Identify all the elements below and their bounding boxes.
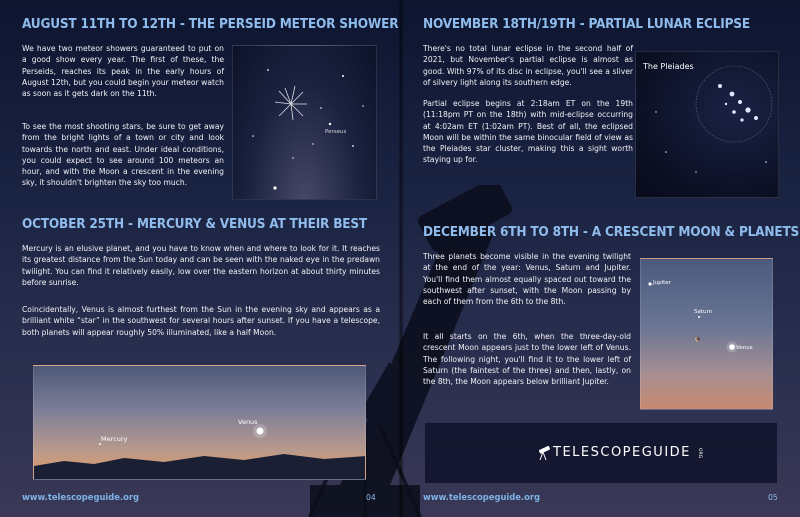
mercury-label: Mercury [101, 435, 128, 443]
left-page-number: 04 [366, 493, 376, 502]
right-footer-url[interactable]: www.telescopeguide.org [423, 492, 541, 502]
logo-suffix: ORG [697, 448, 702, 459]
logo-wordmark: TELESCOPEGUIDE [553, 445, 691, 460]
pleiades-label: The Pleiades [643, 62, 694, 71]
moon-planets-image [640, 258, 773, 410]
right-page-number: 05 [768, 493, 778, 502]
perseus-label: Perseus [325, 129, 347, 135]
jupiter-label: Jupiter [653, 280, 671, 286]
crescent-moon-heading: DECEMBER 6TH TO 8TH - A CRESCENT MOON & PLANETS [423, 224, 800, 240]
left-page [0, 0, 398, 517]
lunar-eclipse-paragraph-1: There's no total lunar eclipse in the second half of 2021, but November's partial eclipse is almost as good. With 97% of its disc in eclipse, you'll see a sliver of silvery light along its southern edge. [423, 44, 633, 87]
meteor-burst-graphic [233, 46, 377, 200]
left-footer-url[interactable]: www.telescopeguide.org [22, 492, 140, 502]
perseid-heading: AUGUST 11TH TO 12TH - THE PERSEID METEOR SHOWER [22, 16, 399, 32]
perseid-paragraph-1: We have two meteor showers guaranteed to put on a good show every year. The first of these, the Perseids, reaches its peak in the early hours of August 12th, but you could begin your meteor watch as soon as it gets dark on the 11th. [22, 44, 224, 99]
mercury-venus-paragraph-1: Mercury is an elusive planet, and you have to know when and where to look for it. It reaches its greatest distance from the Sun today and can be seen with the naked eye in the predawn twilight. You can find it relatively easily, low over the eastern horizon at about thirty minutes before sunrise. [22, 244, 380, 287]
crescent-moon-paragraph-1: Three planets become visible in the evening twilight at the end of the year: Venus, Saturn and Jupiter. You'll find them almost equally spaced out toward the southwest after sunset, with the Moon passing by each of them from the 6th to the 8th. [423, 252, 631, 307]
mercury-venus-image [33, 365, 366, 480]
telescope-logo-icon [537, 445, 551, 461]
perseid-paragraph-2: To see the most shooting stars, be sure to get away from the bright lights of a town or city and look towards the north and east. Under ideal conditions, you could expect to see around 100 meteors an hour, and with the Moon a crescent in the evening sky, it shouldn't brighten the sky too much. [22, 122, 224, 188]
crescent-moon-paragraph-2: It all starts on the 6th, when the three-day-old crescent Moon appears just to the lower left of Venus. The following night, you'll find it to the lower left of Saturn (the faintest of the three) and then, lastly, on the 8th, the Moon appears below brilliant Jupiter. [423, 332, 631, 387]
mercury-venus-heading: OCTOBER 25TH - MERCURY & VENUS AT THEIR BEST [22, 216, 367, 232]
telescopeguide-logo-box [425, 423, 777, 483]
horizon-graphic [34, 366, 366, 480]
pleiades-image [635, 51, 779, 198]
saturn-label: Saturn [694, 309, 713, 315]
venus-label: Venus [238, 418, 258, 426]
lunar-eclipse-paragraph-2: Partial eclipse begins at 2:18am ET on the 19th (11:18pm PT on the 18th) with mid-eclipse occurring at 4:02am ET (1:02am PT). Best of all, the eclipsed Moon will be within the same binocular field of view as the Pleiades star cluster, making this a sight worth staying up for. [423, 99, 633, 165]
perseid-image [232, 45, 377, 200]
pleiades-graphic [636, 52, 779, 198]
lunar-eclipse-heading: NOVEMBER 18TH/19TH - PARTIAL LUNAR ECLIPSE [423, 16, 750, 32]
venus-planet-label: Venus [736, 345, 753, 351]
mercury-venus-paragraph-2: Coincidentally, Venus is almost furthest from the Sun in the evening sky and appears as a brilliant white “star” in the southwest for several hours after sunset. If you have a telescope, both planets will appear roughly 50% illuminated, like a half Moon. [22, 305, 380, 337]
